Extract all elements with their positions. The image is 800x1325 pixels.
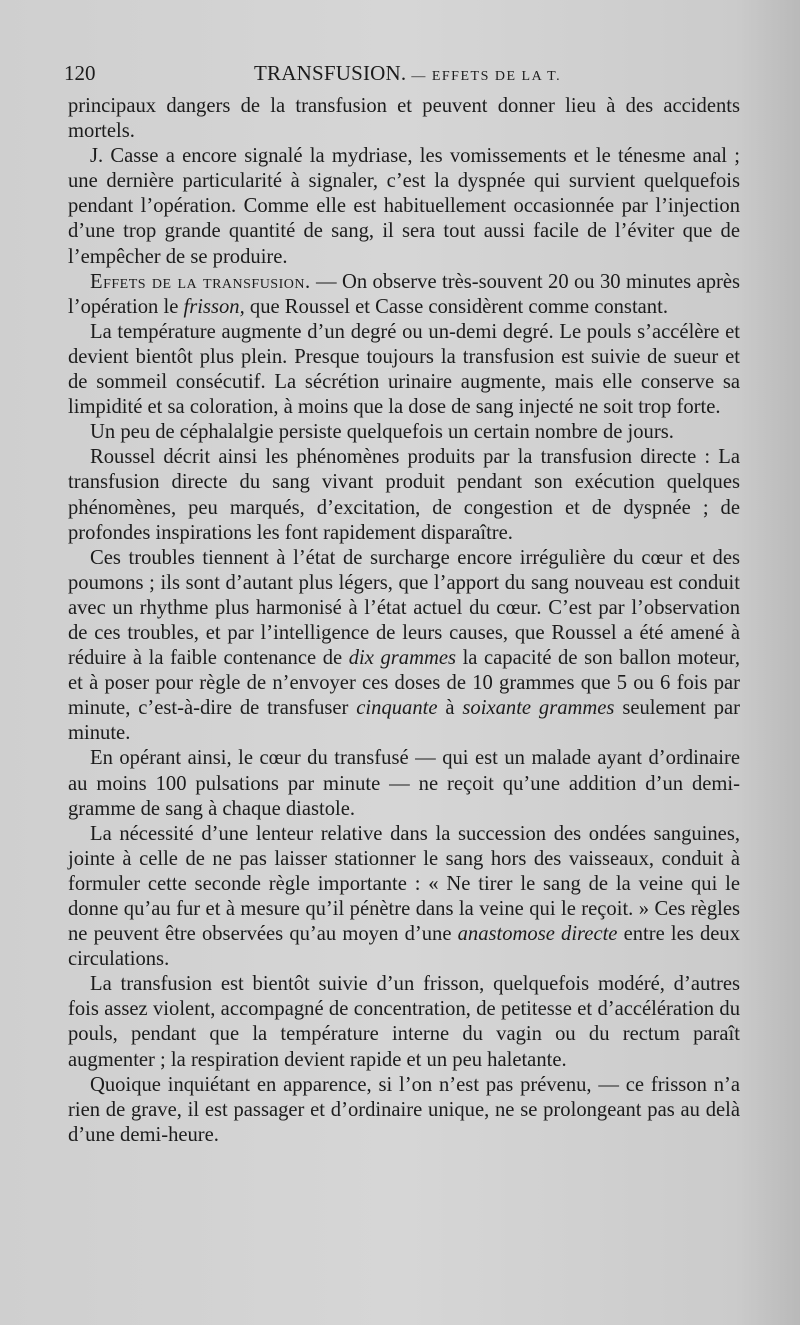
text-span: — On observe très-souvent 20 ou 30 minutes après l’opération le bbox=[68, 270, 741, 318]
running-title-main: TRANSFUSION. bbox=[254, 61, 407, 85]
text-span: La température augmente d’un degré ou un-demi degré. Le pouls s’accélère et devient bientôt plus plein. Presque toujours la transfusion est suivie de sueur et de sommeil consécutif. La sécrétion urinaire augmente, mais elle conserve sa limpidité et sa coloration, à moins que la dose de sang injecté ne soit trop forte. bbox=[68, 320, 740, 419]
running-title bbox=[254, 58, 561, 92]
body-text bbox=[68, 94, 740, 1148]
text-span: Quoique inquiétant en apparence, si l’on n’est pas prévenu, — ce frisson n’a rien de grave, il est passager et d’ordinaire unique, ne se prolongeant pas au delà d’une demi-heure. bbox=[68, 1073, 740, 1146]
text-span: J. Casse a encore signalé la mydriase, les vomissements et le ténesme anal ; une dernière particularité à signaler, c’est la dyspnée qui survient quelquefois pendant l’opération. Comme elle est habituellement occasionnée par l’injection d’une trop grande quantité de sang, il sera tout aussi facile de l’éviter que de l’empêcher de se produire. bbox=[68, 145, 740, 268]
paragraph bbox=[68, 972, 740, 1072]
italic-span: cinquante bbox=[356, 697, 438, 720]
paragraph bbox=[68, 746, 740, 821]
page-number: 120 bbox=[64, 61, 96, 85]
text-span: entre les deux circulations. bbox=[68, 923, 740, 971]
running-header bbox=[64, 58, 744, 88]
paragraph bbox=[68, 445, 740, 545]
text-span: à bbox=[437, 697, 463, 720]
italic-span: anastomose directe bbox=[457, 923, 618, 946]
italic-span: dix grammes bbox=[348, 647, 456, 670]
text-span: La transfusion est bientôt suivie d’un frisson, quelquefois modéré, d’autres fois assez violent, accompagné de concentration, de petitesse et d’accélération du pouls, pendant que la température interne du vagin ou du rectum paraît augmenter ; la respiration devient rapide et un peu haletante. bbox=[68, 973, 740, 1071]
text-span: La nécessité d’une lenteur relative dans la succession des ondées sanguines, jointe à celle de ne pas laisser stationner le sang hors des vaisseaux, conduit à formuler cette seconde règle importante : « Ne tirer le sang de la veine qui le donne qu’au fur et à mesure qu’il pénètre dans la veine qui le reçoit. » Ces règles ne peuvent être observées qu’au moyen d’une bbox=[68, 822, 740, 946]
text-span: que Roussel et Casse considèrent comme constant. bbox=[244, 295, 668, 318]
paragraph bbox=[68, 320, 740, 420]
paragraph bbox=[68, 822, 740, 973]
section-heading: Effets de la transfusion. bbox=[90, 270, 311, 293]
paragraph bbox=[68, 94, 740, 144]
italic-span: frisson, bbox=[183, 295, 245, 318]
italic-span: soixante grammes bbox=[462, 697, 615, 720]
text-span: Un peu de céphalalgie persiste quelquefois un certain nombre de jours. bbox=[90, 421, 674, 444]
paragraph bbox=[68, 1073, 740, 1148]
paragraph bbox=[68, 270, 740, 320]
text-span: En opérant ainsi, le cœur du transfusé — qui est un malade ayant d’ordinaire au moins 100 pulsations par minute — ne reçoit qu’une addition d’un demi-gramme de sang à chaque diastole. bbox=[68, 747, 740, 820]
text-span: principaux dangers de la transfusion et peuvent donner lieu à des accidents mortels. bbox=[68, 95, 740, 143]
text-span: Ces troubles tiennent à l’état de surcharge encore irrégulière du cœur et des poumons ; ils sont d’autant plus légers, que l’apport du sang nouveau est conduit avec un rhythme plus harmonisé à l’état actuel du cœur. C’est par l’observation de ces troubles, et par l’intelligence de leurs causes, que Roussel a été amené à réduire à la faible contenance de bbox=[68, 546, 740, 670]
running-title-sub: — EFFETS DE LA T. bbox=[406, 69, 562, 84]
paragraph bbox=[68, 144, 740, 269]
text-span: la capacité de son ballon moteur, et à poser pour règle de n’envoyer ces doses de 10 grammes que 5 ou 6 fois par minute, c’est-à-dire de transfuser bbox=[68, 647, 740, 720]
text-span: seulement par minute. bbox=[68, 697, 741, 745]
paragraph bbox=[68, 546, 740, 747]
text-span: Roussel décrit ainsi les phénomènes produits par la transfusion directe : La transfusion directe du sang vivant produit pendant son exécution quelques phénomènes, peu marqués, d’excitation, de congestion et de dyspnée ; de profondes inspirations les font rapidement disparaître. bbox=[68, 446, 740, 544]
paragraph bbox=[68, 420, 740, 445]
